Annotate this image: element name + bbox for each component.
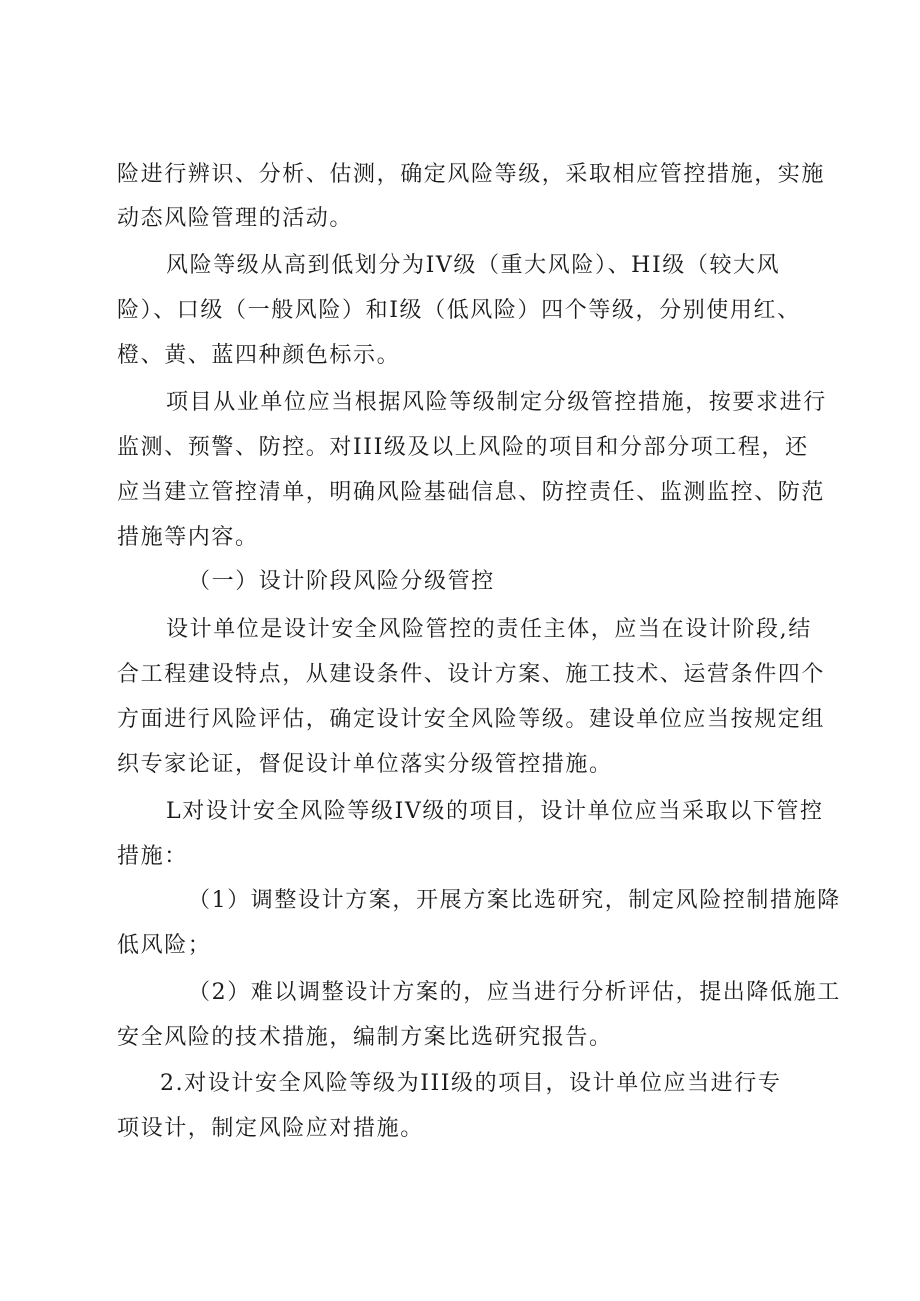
text-line: 安全风险的技术措施，编制方案比选研究报告。 <box>117 1025 613 1050</box>
section-heading: （一）设计阶段风险分级管控 <box>188 569 495 594</box>
text-line: 设计单位是设计安全风险管控的责任主体，应当在设计阶段,结 <box>166 617 812 642</box>
text-line: 险）、口级（一般风险）和I级（低风险）四个等级，分别使用红、 <box>117 298 801 323</box>
text-line: 橙、黄、蓝四种颜色标示。 <box>117 343 401 368</box>
text-line: 方面进行风险评估，确定设计安全风险等级。建设单位应当按规定组 <box>117 707 826 732</box>
text-line: 监测、预警、防控。对III级及以上风险的项目和分部分项工程，还 <box>117 435 809 460</box>
text-line: 风险等级从高到低划分为IV级（重大风险）、HI级（较大风 <box>166 253 781 278</box>
text-line: 应当建立管控清单，明确风险基础信息、防控责任、监测监控、防范 <box>117 480 826 505</box>
text-line: 措施等内容。 <box>117 525 259 550</box>
text-line: 织专家论证，督促设计单位落实分级管控措施。 <box>117 752 613 777</box>
text-line: 险进行辨识、分析、估测，确定风险等级，采取相应管控措施，实施 <box>117 162 826 187</box>
text-line: 项目从业单位应当根据风险等级制定分级管控措施，按要求进行 <box>166 390 827 415</box>
text-line: （2）难以调整设计方案的，应当进行分析评估，提出降低施工 <box>188 980 841 1005</box>
text-line: 2.对设计安全风险等级为III级的项目，设计单位应当进行专 <box>160 1071 782 1096</box>
text-line: （1）调整设计方案，开展方案比选研究，制定风险控制措施降 <box>188 888 841 913</box>
text-line: L对设计安全风险等级IV级的项目，设计单位应当采取以下管控 <box>166 799 824 824</box>
text-line: 项设计，制定风险应对措施。 <box>117 1116 424 1141</box>
text-line: 措施： <box>117 844 188 869</box>
text-line: 低风险； <box>117 933 212 958</box>
text-line: 动态风险管理的活动。 <box>117 206 354 231</box>
text-line: 合工程建设特点，从建设条件、设计方案、施工技术、运营条件四个 <box>117 662 826 687</box>
